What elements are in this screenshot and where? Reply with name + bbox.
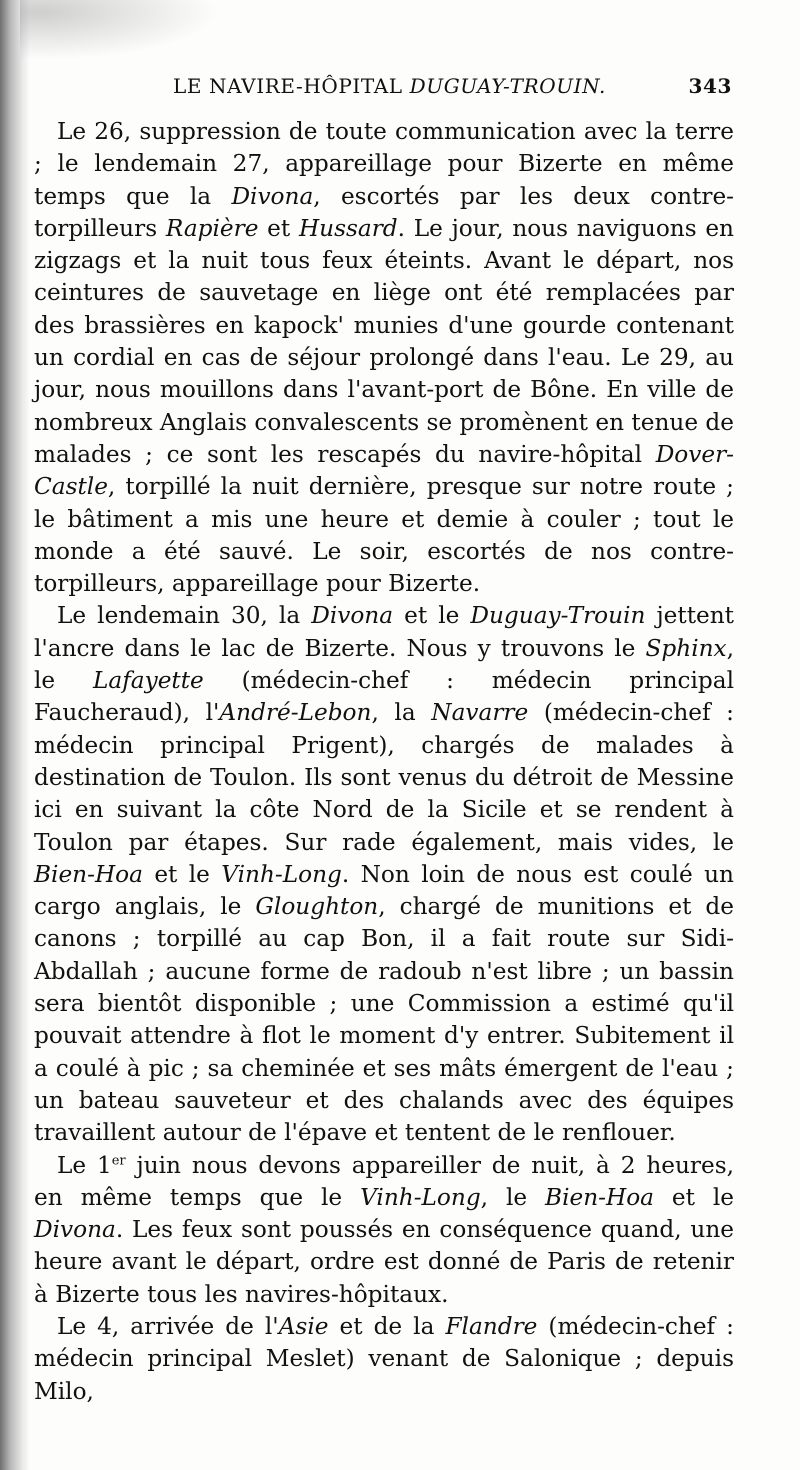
text-run: (médecin-chef : médecin principal Faucheraud), l' [34, 667, 734, 727]
text-run: . Les feux sont poussés en conséquence quand, une heure avant le départ, ordre est donné de Paris de retenir à Bizerte tous les navires-hôpitaux. [34, 1216, 734, 1308]
italic-name: Bien-Hoa [34, 860, 143, 888]
text-run: , le [480, 1183, 546, 1211]
paragraph-4 [34, 1311, 734, 1408]
text-run: , la [371, 699, 432, 727]
italic-name: Divona [311, 602, 394, 630]
text-run: et le [393, 602, 471, 630]
italic-name: Flandre [445, 1312, 538, 1340]
text-run: et le [653, 1183, 734, 1211]
text-run: jettent l'ancre dans le lac de Bizerte. Nous y trouvons le [34, 602, 734, 662]
text-run: . Non loin de nous est coulé un cargo anglais, le [34, 860, 734, 921]
text-run: et [258, 214, 299, 242]
italic-name: Divona [34, 1216, 116, 1244]
text-run: , chargé de munitions et de canons ; torpillé au cap Bon, il a fait route sur Sidi-Abdallah ; aucune forme de radoub n'est libre ; un bassin sera bientôt disponible ; une Commission a estimé qu'il pouvait attendre à flot le moment d'y entrer. Subitement il a coulé à pic ; sa cheminée et ses mâts émergent de l'eau ; un bateau sauveteur et des chalands avec des équipes travaillent autour de l'épave et tentent de le renflouer. [34, 893, 734, 1147]
italic-name: Dover-Castle [34, 440, 734, 501]
text-run: juin nous devons appareiller de nuit, à 2 heures, en même temps que le [34, 1151, 734, 1211]
running-title [173, 74, 606, 98]
italic-name: Bien-Hoa [545, 1183, 654, 1211]
italic-name: Lafayette [92, 667, 204, 695]
italic-name: Navarre [431, 699, 529, 727]
text-run: , torpillé la nuit dernière, presque sur notre route ; le bâtiment a mis une heure et demie à couler ; tout le monde a été sauvé. Le soir, escortés de nos contre-torpilleurs, appareillage pour Bizerte. [34, 473, 734, 598]
running-header [60, 74, 732, 104]
page-number: 343 [688, 74, 732, 98]
body-text [34, 116, 734, 1408]
text-run: Le 4, arrivée de l' [57, 1312, 279, 1340]
paragraph-1 [34, 116, 734, 600]
paragraph-2 [34, 600, 734, 1149]
running-title-text: LE NAVIRE-HÔPITAL [173, 74, 410, 98]
running-title-ship-name: DUGUAY-TROUIN. [409, 74, 606, 98]
page-binding-edge [0, 0, 30, 1470]
text-run: Le 26, suppression de toute communication avec la terre ; le lendemain 27, appareillage pour Bizerte en même temps que la [34, 118, 734, 210]
italic-name: Vinh-Long [221, 860, 342, 888]
text-run: (médecin-chef : médecin principal Prigent), chargés de malades à destination de Toulon. Ils sont venus du détroit de Messine ici en suivant la côte Nord de la Sicile et se rendent à Toulon par étapes. Sur rade également, mais vides, le [34, 699, 734, 856]
text-run: Le 1 [57, 1151, 112, 1179]
italic-name: Divona [231, 182, 314, 210]
text-run: , le [34, 634, 734, 695]
text-run: . Le jour, nous naviguons en zigzags et la nuit tous feux éteints. Avant le départ, nos ceintures de sauvetage en liège ont été remplacées par des brassières en kapock' munies d'une gourde contenant un cordial en cas de séjour prolongé dans l'eau. Le 29, au jour, nous mouillons dans l'avant-port de Bône. En ville de nombreux Anglais convalescents se promènent en tenue de malades ; ce sont les rescapés du navire-hôpital [34, 214, 734, 468]
italic-name: André-Lebon [219, 699, 372, 727]
paragraph-3 [34, 1150, 734, 1311]
text-run: (médecin-chef : médecin principal Meslet) venant de Salonique ; depuis Milo, [34, 1312, 734, 1405]
text-run: Le lendemain 30, la [57, 602, 312, 630]
text-run: , escortés par les deux contre-torpilleurs [34, 182, 734, 242]
italic-name: Sphinx [645, 634, 727, 662]
italic-name: Hussard [298, 214, 398, 242]
italic-name: Rapière [165, 214, 259, 242]
text-run: et le [142, 860, 222, 888]
text-run: et de la [328, 1312, 446, 1340]
page-smudge [20, 0, 220, 60]
italic-name: Gloughton [255, 893, 379, 921]
italic-name: Asie [278, 1312, 329, 1340]
italic-name: Duguay-Trouin [470, 602, 646, 630]
ordinal-superscript: er [111, 1152, 126, 1168]
italic-name: Vinh-Long [360, 1183, 481, 1211]
